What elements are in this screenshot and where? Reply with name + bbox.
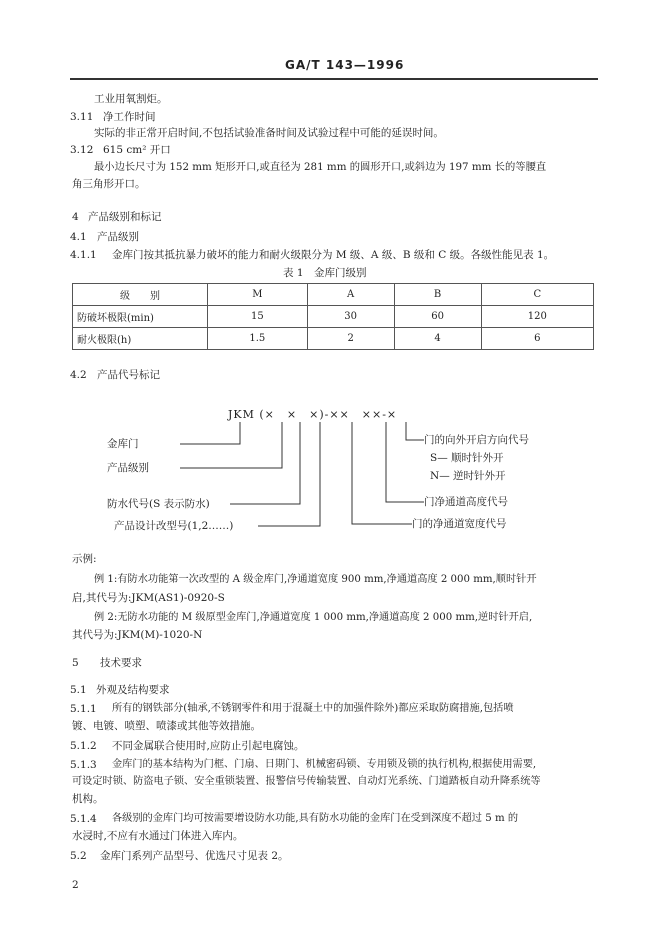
- connector-line: [386, 422, 424, 502]
- section-4-1-title: 产品级别: [97, 231, 139, 243]
- section-5-1-1-line1: 所有的钢铁部分(轴承,不锈钢零件和用于混凝土中的加强件除外)都应采取防腐措施,包括喷: [112, 703, 514, 714]
- code-left-label: 防水代号(S 表示防水): [107, 498, 210, 510]
- table-header-cell: C: [481, 284, 593, 306]
- connector-line: [406, 422, 424, 440]
- table-cell: 120: [481, 306, 593, 328]
- code-right-label: 门净通道高度代号: [424, 496, 508, 508]
- section-5-1-3-number: 5.1.3: [70, 759, 97, 771]
- table-cell: 6: [481, 328, 593, 350]
- code-right-label: N— 逆时针外开: [430, 470, 506, 482]
- section-3-11-body: 实际的非正常开启时间,不包括试验准备时间及试验过程中可能的延误时间。: [94, 127, 444, 139]
- section-5-1-4-number: 5.1.4: [70, 813, 97, 825]
- table-cell: 1.5: [208, 328, 308, 350]
- section-5-1-4-line2: 水浸时,不应有水通过门体进入库内。: [72, 830, 244, 842]
- example-1-line1: 例 1:有防水功能第一次改型的 A 级金库门,净通道宽度 900 mm,净通道高度 2 000 mm,顺时针开: [94, 574, 537, 585]
- code-left-label: 产品级别: [107, 462, 149, 474]
- code-left-label: 产品设计改型号(1,2……): [114, 520, 234, 532]
- section-5-1-4-line1: 各级别的金库门均可按需要增设防水功能,具有防水功能的金库门在受到深度不超过 5 m 的: [112, 813, 519, 824]
- section-5-1-2-number: 5.1.2: [70, 740, 97, 752]
- code-right-label: 门的净通道宽度代号: [412, 518, 507, 530]
- table-cell: 防破坏极限(min): [73, 306, 208, 328]
- table-cell: 耐火极限(h): [73, 328, 208, 350]
- section-5-1-title: 外观及结构要求: [96, 684, 170, 696]
- table-cell: 2: [307, 328, 394, 350]
- section-4-2-number: 4.2: [70, 369, 87, 381]
- intro-line: 工业用氧割炬。: [94, 93, 168, 105]
- section-5-title: 技术要求: [100, 657, 142, 669]
- section-4-number: 4: [72, 211, 79, 223]
- section-3-12-number: 3.12: [70, 144, 94, 156]
- section-4-1-1-number: 4.1.1: [70, 249, 97, 261]
- table-cell: 60: [394, 306, 481, 328]
- connector-line: [352, 422, 412, 524]
- table-1-caption: 表 1 金库门级别: [283, 267, 367, 279]
- standard-code: GA/T 143—1996: [285, 58, 405, 72]
- section-3-11-number: 3.11: [70, 111, 94, 123]
- example-2-line2: 其代号为:JKM(M)-1020-N: [72, 629, 203, 641]
- section-5-1-1-line2: 镀、电镀、喷塑、喷漆或其他等效措施。: [72, 720, 261, 732]
- table-cell: 4: [394, 328, 481, 350]
- section-5-1-3-line1: 金库门的基本结构为门框、门扇、日期门、机械密码锁、专用锁及锁的执行机构,根据使用需要,: [112, 759, 537, 770]
- table-header-cell: B: [394, 284, 481, 306]
- section-4-2-title: 产品代号标记: [97, 369, 160, 381]
- page-number: 2: [72, 879, 79, 891]
- section-5-2-number: 5.2: [70, 850, 87, 862]
- table-header-cell: 级 别: [73, 284, 208, 306]
- example-1-line2: 启,其代号为:JKM(AS1)-0920-S: [72, 592, 225, 604]
- section-3-11-title: 净工作时间: [103, 111, 156, 123]
- table-header-cell: A: [307, 284, 394, 306]
- section-3-12-title: 615 cm² 开口: [103, 144, 171, 156]
- section-5-1-2-line1: 不同金属联合使用时,应防止引起电腐蚀。: [112, 740, 305, 752]
- section-4-title: 产品级别和标记: [88, 211, 162, 223]
- table-cell: 15: [208, 306, 308, 328]
- examples-title: 示例:: [72, 553, 97, 565]
- product-code: JKM (× × ×)-×× ××-×: [228, 408, 398, 421]
- example-2-line1: 例 2:无防水功能的 M 级原型金库门,净通道宽度 1 000 mm,净通道高度 2 000 mm,逆时针开启,: [94, 612, 533, 623]
- code-right-label: 门的向外开启方向代号: [424, 434, 529, 446]
- section-4-1-1-body: 金库门按其抵抗暴力破坏的能力和耐火级限分为 M 级、A 级、B 级和 C 级。各级性能见表 1。: [112, 249, 555, 261]
- connector-line: [180, 422, 240, 444]
- section-4-1-number: 4.1: [70, 231, 87, 243]
- section-5-1-1-number: 5.1.1: [70, 703, 97, 715]
- table-cell: 30: [307, 306, 394, 328]
- code-left-label: 金库门: [107, 438, 139, 450]
- connector-line: [258, 422, 320, 526]
- section-5-2-line1: 金库门系列产品型号、优选尺寸见表 2。: [100, 850, 289, 862]
- section-5-1-3-line3: 机构。: [72, 793, 104, 805]
- section-5-1-3-line2: 可设定时锁、防盗电子锁、安全重锁装置、报警信号传输装置、自动灯光系统、门道踏板自动升降系统等: [72, 776, 541, 787]
- code-right-label: S— 顺时针外开: [430, 452, 504, 464]
- section-3-12-body-line1: 最小边长尺寸为 152 mm 矩形开口,或直径为 281 mm 的圆形开口,或斜边为 197 mm 长的等腰直: [94, 161, 547, 173]
- section-5-1-number: 5.1: [70, 684, 87, 696]
- connector-line: [180, 422, 282, 468]
- table-header-cell: M: [208, 284, 308, 306]
- section-5-number: 5: [72, 657, 79, 669]
- section-3-12-body-line2: 角三角形开口。: [72, 178, 146, 190]
